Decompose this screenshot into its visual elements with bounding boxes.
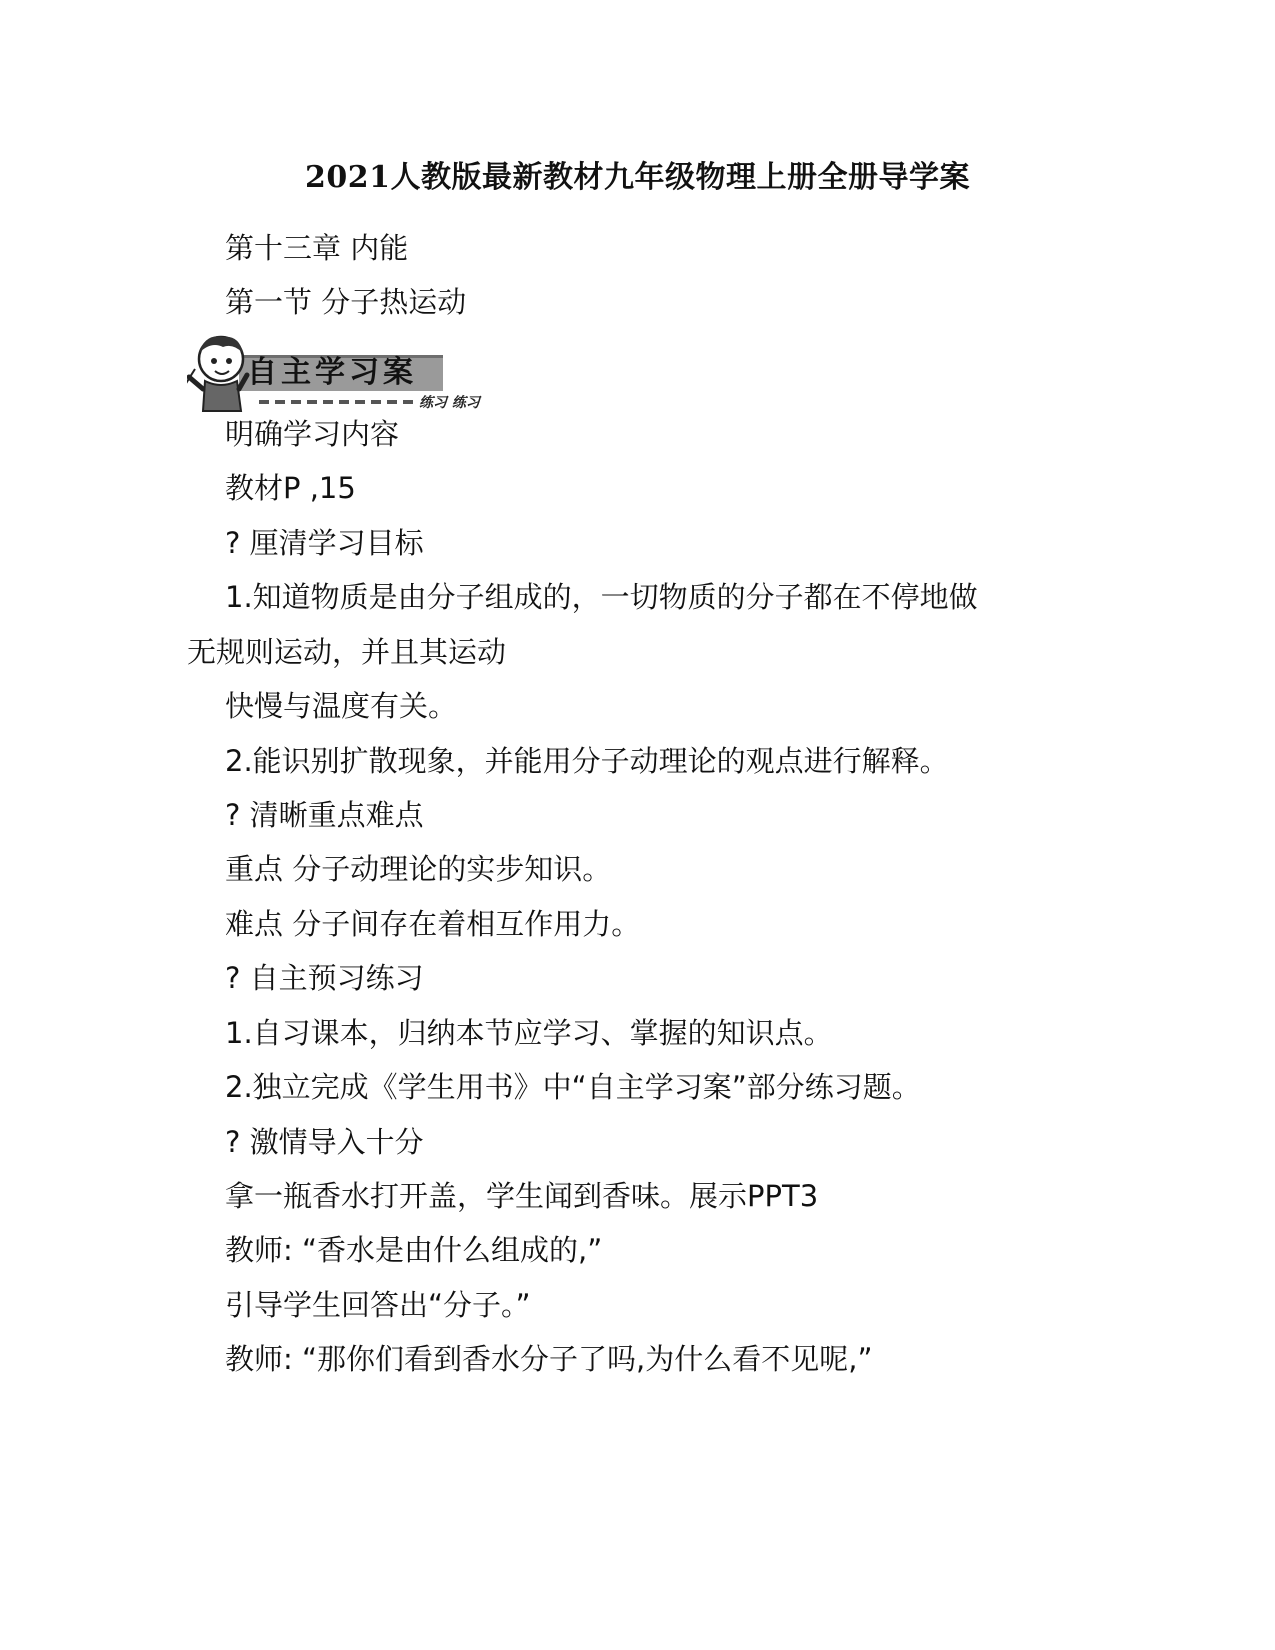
- content-line: 拿一瓶香水打开盖，学生闻到香味。展示PPT3: [225, 1179, 819, 1213]
- content-line: 教材P ,15: [225, 471, 356, 505]
- content-line: 引导学生回答出“分子。”: [225, 1288, 531, 1322]
- section-heading: 第一节 分子热运动: [225, 285, 467, 319]
- document-title: 2021人教版最新教材九年级物理上册全册导学案: [305, 160, 970, 195]
- banner-sub-text: 练习 练习: [419, 395, 480, 411]
- content-line: 1.知道物质是由分子组成的，一切物质的分子都在不停地做: [225, 580, 978, 614]
- content-line: 教师: “那你们看到香水分子了吗,为什么看不见呢,”: [225, 1342, 873, 1376]
- content-line: 无规则运动，并且其运动: [187, 635, 507, 669]
- content-line: 教师: “香水是由什么组成的,”: [225, 1233, 603, 1267]
- content-line: 2.独立完成《学生用书》中“自主学习案”部分练习题。: [225, 1070, 921, 1104]
- content-line: ? 自主预习练习: [225, 961, 424, 995]
- content-line: ? 激情导入十分: [225, 1125, 424, 1159]
- content-line: 快慢与温度有关。: [225, 689, 458, 723]
- content-line: 1.自习课本，归纳本节应学习、掌握的知识点。: [225, 1016, 833, 1050]
- content-line: 重点 分子动理论的实步知识。: [225, 852, 612, 886]
- self-study-banner: [187, 333, 497, 425]
- chapter-heading: 第十三章 内能: [225, 231, 409, 265]
- content-line: 难点 分子间存在着相互作用力。: [225, 907, 641, 941]
- content-line: 2.能识别扩散现象，并能用分子动理论的观点进行解释。: [225, 744, 949, 778]
- banner-main-text: 自主学习案: [247, 355, 417, 390]
- content-line: ? 清晰重点难点: [225, 798, 424, 832]
- content-line: 明确学习内容: [225, 417, 400, 451]
- content-line: ? 厘清学习目标: [225, 526, 424, 560]
